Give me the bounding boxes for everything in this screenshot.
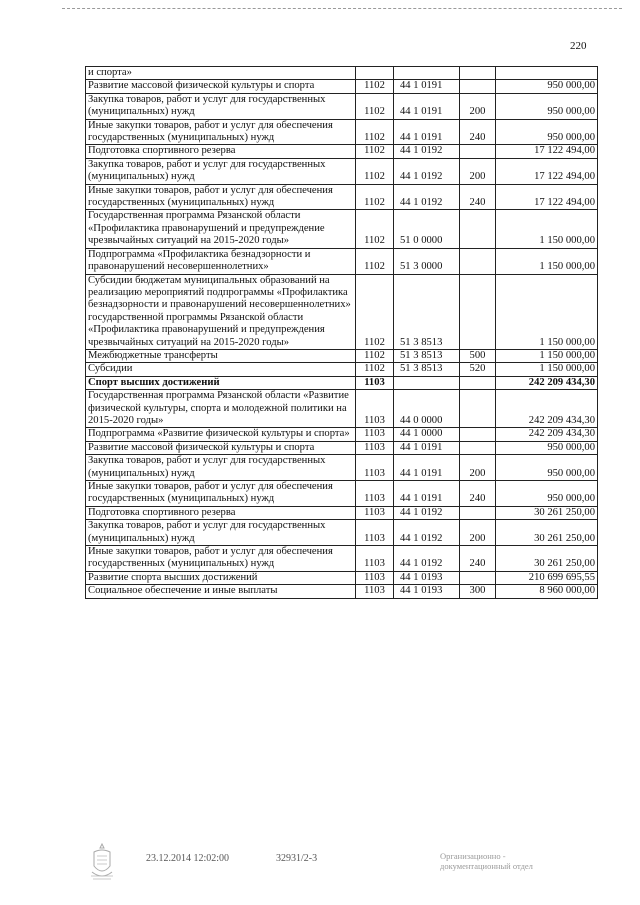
cell-name: Подпрограмма «Профилактика безнадзорности и правонарушений несовершеннолетних» — [86, 248, 356, 274]
cell-target-article: 44 1 0193 — [394, 585, 460, 598]
cell-expense-type: 200 — [460, 520, 496, 546]
cell-amount: 1 150 000,00 — [496, 210, 598, 248]
cell-name: Иные закупки товаров, работ и услуг для обеспечения государственных (муниципальных) нужд — [86, 546, 356, 572]
cell-expense-type: 240 — [460, 481, 496, 507]
cell-amount: 950 000,00 — [496, 455, 598, 481]
table-row — [86, 349, 598, 362]
budget-table-wrap — [85, 66, 597, 599]
cell-target-article: 51 3 8513 — [394, 363, 460, 376]
cell-expense-type: 240 — [460, 546, 496, 572]
cell-section: 1103 — [356, 506, 394, 519]
cell-target-article — [394, 67, 460, 80]
cell-amount: 242 209 434,30 — [496, 376, 598, 389]
table-row — [86, 481, 598, 507]
cell-amount: 1 150 000,00 — [496, 363, 598, 376]
cell-name: Закупка товаров, работ и услуг для государственных (муниципальных) нужд — [86, 520, 356, 546]
cell-expense-type — [460, 67, 496, 80]
table-row — [86, 455, 598, 481]
cell-target-article: 44 1 0191 — [394, 441, 460, 454]
cell-target-article: 44 1 0192 — [394, 184, 460, 210]
top-dashed-rule — [62, 8, 622, 9]
cell-name: Подготовка спортивного резерва — [86, 145, 356, 158]
cell-target-article: 44 1 0000 — [394, 428, 460, 441]
cell-target-article: 44 1 0191 — [394, 93, 460, 119]
cell-name: Закупка товаров, работ и услуг для государственных (муниципальных) нужд — [86, 158, 356, 184]
cell-amount: 17 122 494,00 — [496, 184, 598, 210]
table-row — [86, 506, 598, 519]
cell-expense-type — [460, 571, 496, 584]
stamp-line-1: Организационно - — [440, 851, 506, 861]
cell-target-article: 44 0 0000 — [394, 390, 460, 428]
cell-section: 1102 — [356, 248, 394, 274]
cell-target-article: 44 1 0191 — [394, 119, 460, 145]
coat-of-arms-icon — [88, 842, 116, 882]
cell-amount: 30 261 250,00 — [496, 506, 598, 519]
cell-name: Социальное обеспечение и иные выплаты — [86, 585, 356, 598]
table-row — [86, 571, 598, 584]
cell-amount: 30 261 250,00 — [496, 546, 598, 572]
cell-section: 1103 — [356, 441, 394, 454]
cell-target-article: 44 1 0191 — [394, 80, 460, 93]
footer-doc-code: 32931/2-3 — [276, 853, 318, 864]
cell-section — [356, 67, 394, 80]
cell-section: 1102 — [356, 80, 394, 93]
department-stamp — [440, 851, 570, 871]
table-row — [86, 93, 598, 119]
table-row — [86, 585, 598, 598]
table-row — [86, 184, 598, 210]
cell-section: 1102 — [356, 210, 394, 248]
cell-section: 1103 — [356, 376, 394, 389]
cell-name: Подготовка спортивного резерва — [86, 506, 356, 519]
table-row — [86, 67, 598, 80]
cell-target-article: 44 1 0193 — [394, 571, 460, 584]
table-row — [86, 248, 598, 274]
cell-section: 1103 — [356, 390, 394, 428]
cell-expense-type — [460, 506, 496, 519]
cell-name: Подпрограмма «Развитие физической культуры и спорта» — [86, 428, 356, 441]
cell-amount: 8 960 000,00 — [496, 585, 598, 598]
cell-section: 1102 — [356, 93, 394, 119]
cell-expense-type — [460, 145, 496, 158]
stamp-line-2: документационный отдел — [440, 861, 533, 871]
cell-name: и спорта» — [86, 67, 356, 80]
cell-amount: 30 261 250,00 — [496, 520, 598, 546]
cell-section: 1103 — [356, 520, 394, 546]
cell-expense-type — [460, 80, 496, 93]
cell-name: Субсидии бюджетам муниципальных образований на реализацию мероприятий подпрограммы «Профилактика безнадзорности и правонарушений несовершеннолетних» государственной программы Рязанской области «Профилактика правонарушений и предупреждения чрезвычайных ситуаций на 2015-2020 годы» — [86, 274, 356, 349]
cell-amount: 242 209 434,30 — [496, 390, 598, 428]
cell-target-article: 44 1 0192 — [394, 546, 460, 572]
cell-section: 1102 — [356, 184, 394, 210]
cell-section: 1103 — [356, 571, 394, 584]
table-row — [86, 80, 598, 93]
cell-amount: 242 209 434,30 — [496, 428, 598, 441]
cell-amount: 1 150 000,00 — [496, 349, 598, 362]
table-row — [86, 546, 598, 572]
cell-section: 1103 — [356, 585, 394, 598]
table-row — [86, 210, 598, 248]
cell-name: Иные закупки товаров, работ и услуг для обеспечения государственных (муниципальных) нужд — [86, 481, 356, 507]
cell-section: 1103 — [356, 428, 394, 441]
cell-target-article: 44 1 0192 — [394, 158, 460, 184]
cell-section: 1102 — [356, 119, 394, 145]
cell-amount: 17 122 494,00 — [496, 158, 598, 184]
cell-name: Государственная программа Рязанской области «Профилактика правонарушений и предупреждение чрезвычайных ситуаций на 2015-2020 годы» — [86, 210, 356, 248]
cell-name: Закупка товаров, работ и услуг для государственных (муниципальных) нужд — [86, 455, 356, 481]
cell-expense-type: 240 — [460, 184, 496, 210]
cell-name: Развитие массовой физической культуры и спорта — [86, 441, 356, 454]
cell-target-article: 44 1 0191 — [394, 481, 460, 507]
cell-name: Закупка товаров, работ и услуг для государственных (муниципальных) нужд — [86, 93, 356, 119]
cell-amount: 17 122 494,00 — [496, 145, 598, 158]
cell-expense-type — [460, 428, 496, 441]
cell-target-article: 51 0 0000 — [394, 210, 460, 248]
cell-expense-type: 200 — [460, 158, 496, 184]
page-number: 220 — [570, 40, 587, 52]
cell-amount — [496, 67, 598, 80]
cell-name: Иные закупки товаров, работ и услуг для обеспечения государственных (муниципальных) нужд — [86, 184, 356, 210]
cell-section: 1102 — [356, 274, 394, 349]
cell-amount: 1 150 000,00 — [496, 274, 598, 349]
budget-table-body — [86, 67, 598, 599]
table-row — [86, 376, 598, 389]
budget-table — [85, 66, 598, 599]
table-row — [86, 119, 598, 145]
cell-name: Субсидии — [86, 363, 356, 376]
cell-amount: 210 699 695,55 — [496, 571, 598, 584]
cell-expense-type — [460, 390, 496, 428]
cell-section: 1102 — [356, 363, 394, 376]
table-row — [86, 390, 598, 428]
cell-name: Государственная программа Рязанской области «Развитие физической культуры, спорта и молодежной политики на 2015-2020 годы» — [86, 390, 356, 428]
cell-expense-type — [460, 376, 496, 389]
cell-target-article: 44 1 0192 — [394, 520, 460, 546]
cell-amount: 950 000,00 — [496, 441, 598, 454]
cell-section: 1102 — [356, 158, 394, 184]
cell-expense-type — [460, 274, 496, 349]
cell-expense-type — [460, 210, 496, 248]
cell-target-article: 44 1 0191 — [394, 455, 460, 481]
cell-section: 1102 — [356, 349, 394, 362]
table-row — [86, 274, 598, 349]
cell-target-article: 44 1 0192 — [394, 506, 460, 519]
cell-section: 1102 — [356, 145, 394, 158]
cell-expense-type: 200 — [460, 93, 496, 119]
table-row — [86, 158, 598, 184]
cell-expense-type — [460, 441, 496, 454]
cell-amount: 1 150 000,00 — [496, 248, 598, 274]
cell-expense-type — [460, 248, 496, 274]
cell-target-article: 51 3 8513 — [394, 349, 460, 362]
cell-name: Спорт высших достижений — [86, 376, 356, 389]
cell-amount: 950 000,00 — [496, 481, 598, 507]
cell-expense-type: 200 — [460, 455, 496, 481]
cell-target-article: 51 3 8513 — [394, 274, 460, 349]
cell-expense-type: 500 — [460, 349, 496, 362]
cell-expense-type: 240 — [460, 119, 496, 145]
cell-section: 1103 — [356, 455, 394, 481]
table-row — [86, 441, 598, 454]
cell-amount: 950 000,00 — [496, 119, 598, 145]
cell-name: Иные закупки товаров, работ и услуг для обеспечения государственных (муниципальных) нужд — [86, 119, 356, 145]
footer-datetime: 23.12.2014 12:02:00 — [146, 853, 230, 864]
cell-name: Межбюджетные трансферты — [86, 349, 356, 362]
cell-name: Развитие массовой физической культуры и спорта — [86, 80, 356, 93]
cell-section: 1103 — [356, 481, 394, 507]
table-row — [86, 520, 598, 546]
table-row — [86, 363, 598, 376]
cell-expense-type: 520 — [460, 363, 496, 376]
cell-amount: 950 000,00 — [496, 80, 598, 93]
cell-target-article: 44 1 0192 — [394, 145, 460, 158]
cell-name: Развитие спорта высших достижений — [86, 571, 356, 584]
cell-expense-type: 300 — [460, 585, 496, 598]
cell-target-article: 51 3 0000 — [394, 248, 460, 274]
cell-amount: 950 000,00 — [496, 93, 598, 119]
table-row — [86, 428, 598, 441]
table-row — [86, 145, 598, 158]
cell-target-article — [394, 376, 460, 389]
cell-section: 1103 — [356, 546, 394, 572]
